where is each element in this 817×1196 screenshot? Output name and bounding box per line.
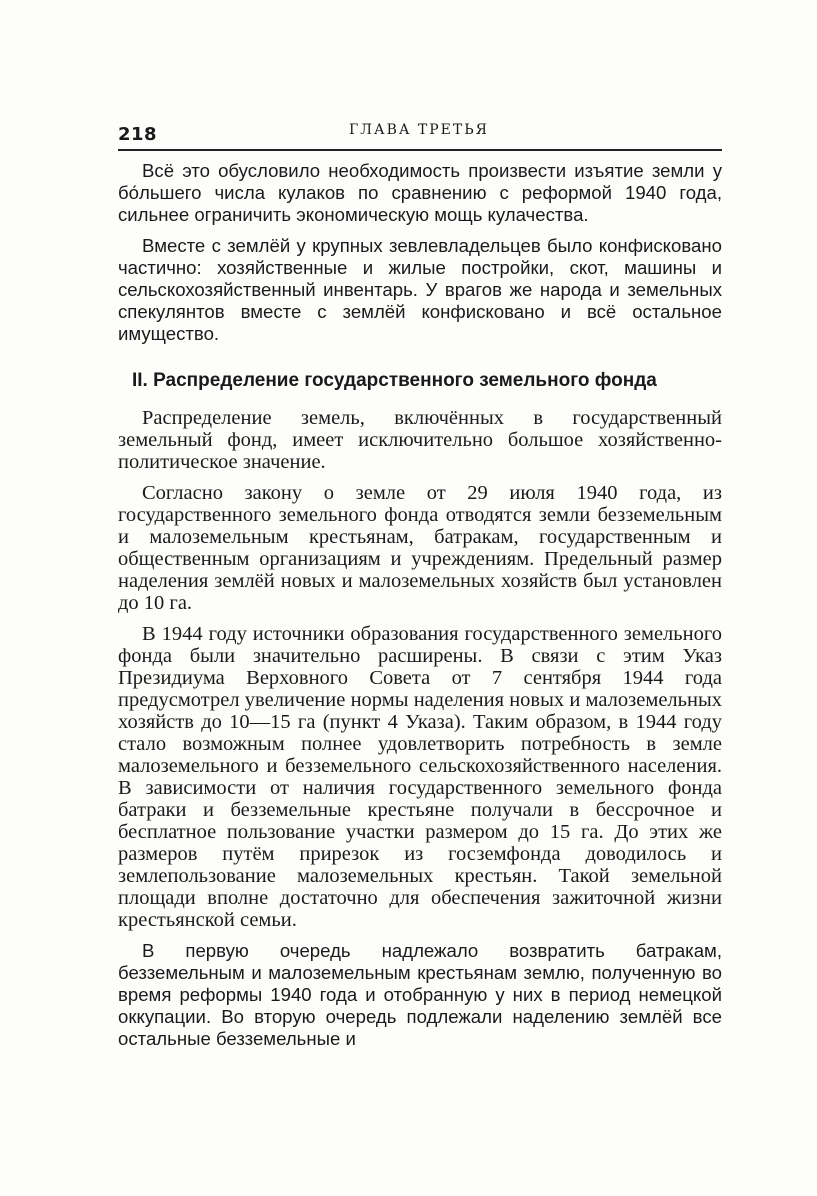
paragraph-1: Всё это обусловило необходимость произвести изъятие земли у бо́льшего числа кулаков по сравнению с реформой 1940 года, сильнее ограничить экономическую мощь кулачества. <box>118 160 722 225</box>
section-heading: II. Распределение государственного земельного фонда <box>132 370 657 391</box>
body-text <box>118 160 722 1059</box>
paragraph-6: В первую очередь надлежало возвратить батракам, безземельным и малоземельным крестьянам землю, полученную во время реформы 1940 года и отобранную у них в период немецкой оккупации. Во вторую очередь подлежали наделению землёй все остальные безземельные и <box>118 940 722 1049</box>
paragraph-4: Согласно закону о земле от 29 июля 1940 года, из государственного земельного фонда отводятся земли безземельным и малоземельным крестьянам, батракам, государственным и общественным организациям и учреждениям. Предельный размер наделения землёй новых и малоземельных хозяйств был установлен до 10 га. <box>118 482 722 614</box>
paragraph-5: В 1944 году источники образования государственного земельного фонда были значительно расширены. В связи с этим Указ Президиума Верховного Совета от 7 сентября 1944 года предусмотрел увеличение нормы наделения новых и малоземельных хозяйств до 10—15 га (пункт 4 Указа). Таким образом, в 1944 году стало возможным полнее удовлетворить потребность в земле малоземельного и безземельного сельскохозяйственного населения. В зависимости от наличия государственного земельного фонда батраки и безземельные крестьяне получали в бессрочное и бесплатное пользование участки размером до 15 га. До этих же размеров путём прирезок из госземфонда доводилось и землепользование малоземельных крестьян. Такой земельной площади вполне достаточно для обеспечения зажиточной жизни крестьянской семьи. <box>118 623 722 931</box>
page-number: 218 <box>118 124 158 145</box>
paragraph-2: Вместе с землёй у крупных зевлевладельцев было конфисковано частично: хозяйственные и жилые постройки, скот, машины и сельскохозяйственный инвентарь. У врагов же народа и земельных спекулянтов вместе с землёй конфисковано и всё остальное имущество. <box>118 235 722 344</box>
chapter-title: ГЛАВА ТРЕТЬЯ <box>349 122 489 138</box>
paragraph-3: Распределение земель, включённых в государственный земельный фонд, имеет исключительно большое хозяйственно-политическое значение. <box>118 407 722 473</box>
header-rule <box>118 149 722 151</box>
running-head <box>118 118 720 148</box>
